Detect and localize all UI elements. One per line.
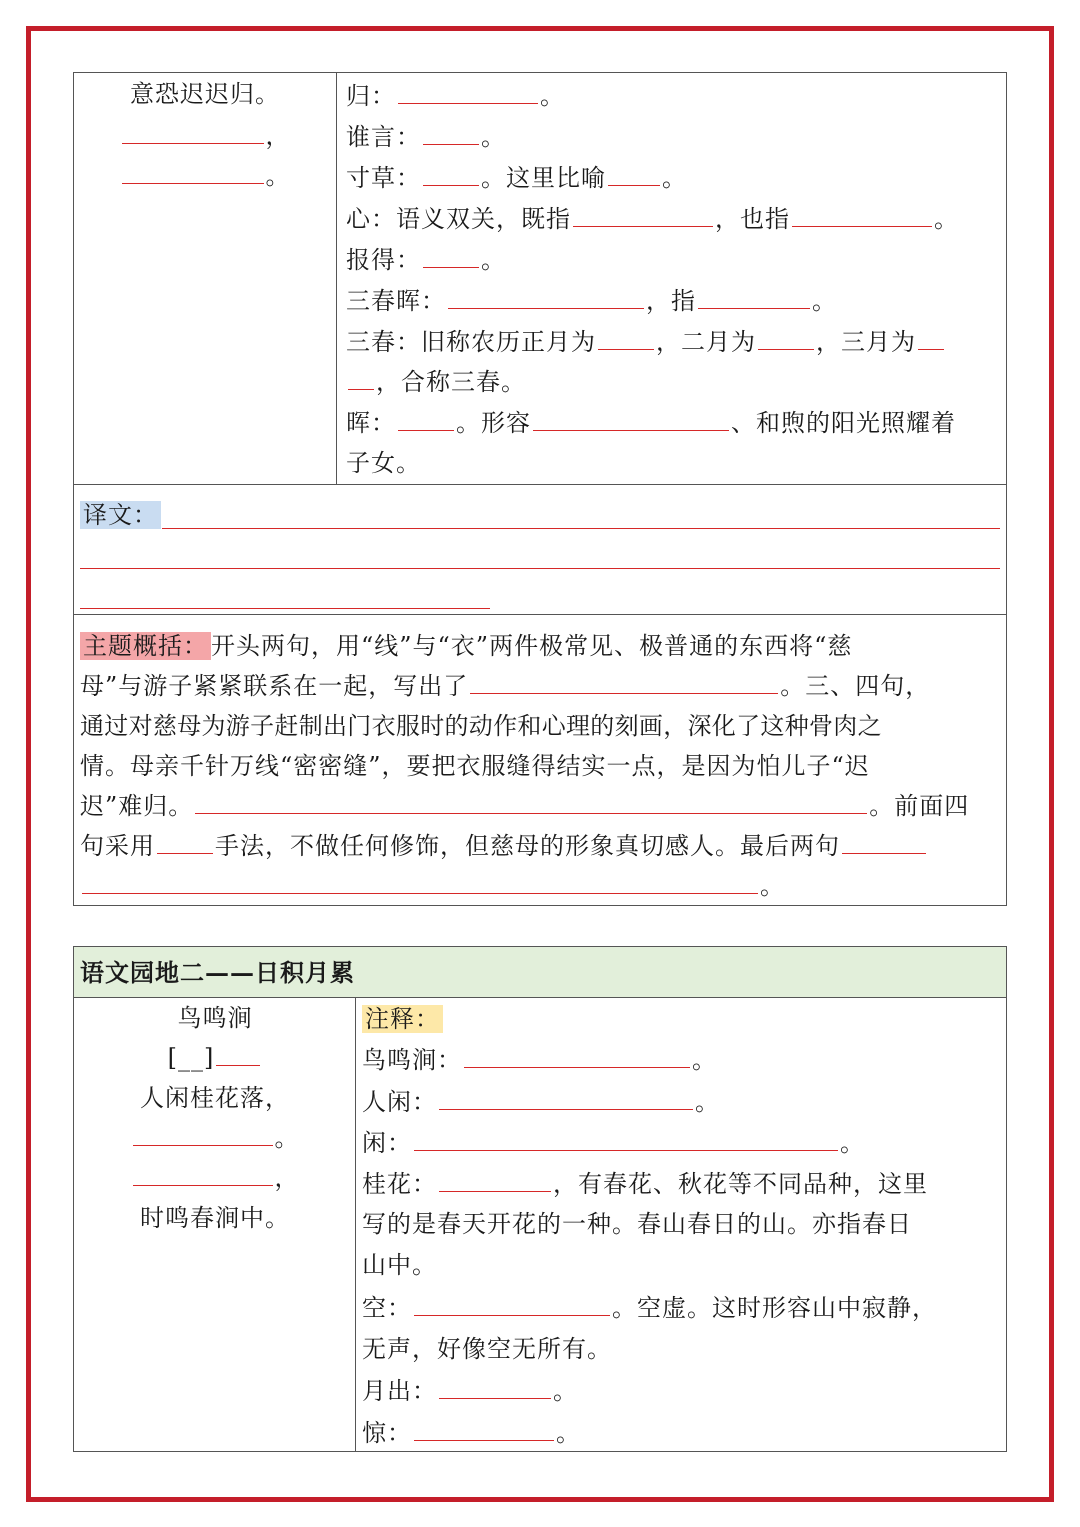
theme-line: 情。母亲千针万线“密密缝”，要把衣服缝得结实一点，是因为怕儿子“迟	[80, 752, 870, 780]
note-sanchun-cont: ，合称三春。	[346, 362, 526, 402]
note-sanchunhui: 三春晖： ，指 。	[346, 281, 837, 321]
notes-label: 注释：	[362, 999, 443, 1039]
note-hui-cont: 子女。	[346, 449, 421, 477]
poem-title: 鸟鸣涧	[177, 1004, 253, 1032]
fill-blank[interactable]	[133, 1159, 273, 1186]
poem-author: [__]	[90, 1038, 340, 1078]
fill-blank[interactable]	[598, 323, 654, 350]
theme-line: 母”与游子紧紧联系在一起，写出了 。三、四句，	[80, 666, 930, 706]
row-divider	[73, 484, 1007, 485]
fill-blank[interactable]	[195, 787, 867, 814]
fill-blank[interactable]	[918, 323, 944, 350]
fill-blank[interactable]	[423, 118, 479, 145]
fill-blank[interactable]	[122, 157, 264, 184]
fill-blank[interactable]	[414, 1124, 838, 1151]
theme-label: 主题概括：	[80, 632, 211, 660]
theme-line: 迟”难归。 。前面四	[80, 786, 969, 826]
fill-blank[interactable]	[82, 867, 758, 894]
note-cuncao: 寸草： 。这里比喻 。	[346, 158, 687, 198]
poem-blank-line: 。	[80, 156, 330, 196]
fill-blank[interactable]	[348, 363, 374, 390]
poem-line: 时鸣春涧中。	[140, 1204, 290, 1232]
note-xian: 闲： 。	[362, 1123, 865, 1163]
fill-blank[interactable]	[439, 1372, 551, 1399]
theme-line: 主题概括： 开头两句，用“线”与“衣”两件极常见、极普通的东西将“慈	[80, 626, 852, 666]
fill-blank[interactable]	[533, 404, 729, 431]
theme-line: 通过对慈母为游子赶制出门衣服时的动作和心理的刻画，深化了这种骨肉之	[80, 712, 882, 740]
fill-blank[interactable]	[448, 282, 644, 309]
note-yuechu: 月出： 。	[362, 1371, 578, 1411]
fill-blank[interactable]	[464, 1041, 690, 1068]
fill-blank[interactable]	[133, 1119, 273, 1146]
fill-blank[interactable]	[398, 404, 454, 431]
fill-blank[interactable]	[398, 77, 538, 104]
fill-blank[interactable]	[414, 1289, 610, 1316]
fill-blank[interactable]	[439, 1083, 693, 1110]
fill-blank[interactable]	[216, 1039, 260, 1066]
fill-blank[interactable]	[698, 282, 810, 309]
note-xin: 心：语义双关，既指 ，也指 。	[346, 199, 959, 239]
fill-blank[interactable]	[608, 159, 660, 186]
fill-blank[interactable]	[423, 159, 479, 186]
note-baode: 报得： 。	[346, 240, 506, 280]
theme-line: 句采用 手法，不做任何修饰，但慈母的形象真切感人。最后两句	[80, 826, 928, 866]
note-kong-cont: 无声，好像空无所有。	[362, 1335, 612, 1363]
note-kong: 空： 。空虚。这时形容山中寂静，	[362, 1288, 937, 1328]
note-renxian: 人闲： 。	[362, 1082, 720, 1122]
fill-blank[interactable]	[573, 200, 713, 227]
fill-blank[interactable]	[842, 827, 926, 854]
poem-blank-line: 。	[90, 1118, 340, 1158]
section-header	[73, 946, 1007, 998]
note-guihua-cont: 写的是春天开花的一种。春山春日的山。亦指春日	[362, 1210, 912, 1238]
row-divider	[73, 614, 1007, 615]
theme-line: 。	[80, 866, 785, 906]
note-niaomingjian: 鸟鸣涧： 。	[362, 1040, 717, 1080]
fill-blank[interactable]	[423, 241, 479, 268]
translation-label: 译文：	[80, 495, 161, 535]
fill-blank[interactable]	[439, 1165, 551, 1192]
fill-blank[interactable]	[122, 117, 264, 144]
translation-blank[interactable]	[80, 568, 1000, 569]
note-guihua-cont: 山中。	[362, 1251, 437, 1279]
note-hui: 晖： 。形容 、和煦的阳光照耀着	[346, 403, 956, 443]
fill-blank[interactable]	[470, 667, 778, 694]
note-jing: 惊： 。	[362, 1413, 581, 1453]
poem-line: 人闲桂花落，	[140, 1084, 290, 1112]
note-gui: 归： 。	[346, 76, 565, 116]
poem-line: 意恐迟迟归。	[130, 80, 280, 108]
poem-blank-line: ，	[80, 116, 330, 156]
fill-blank[interactable]	[758, 323, 814, 350]
translation-blank[interactable]	[162, 528, 1000, 529]
translation-blank[interactable]	[80, 608, 490, 609]
note-shuiyan: 谁言： 。	[346, 117, 506, 157]
poem-blank-line: ，	[90, 1158, 340, 1198]
table-divider	[355, 997, 356, 1452]
table-divider	[336, 72, 337, 484]
section-title: 语文园地二——日积月累	[80, 958, 355, 987]
fill-blank[interactable]	[157, 827, 213, 854]
note-sanchun: 三春：旧称农历正月为 ，二月为 ，三月为	[346, 322, 946, 362]
fill-blank[interactable]	[414, 1414, 554, 1441]
fill-blank[interactable]	[792, 200, 932, 227]
note-guihua: 桂花： ，有春花、秋花等不同品种，这里	[362, 1164, 928, 1204]
